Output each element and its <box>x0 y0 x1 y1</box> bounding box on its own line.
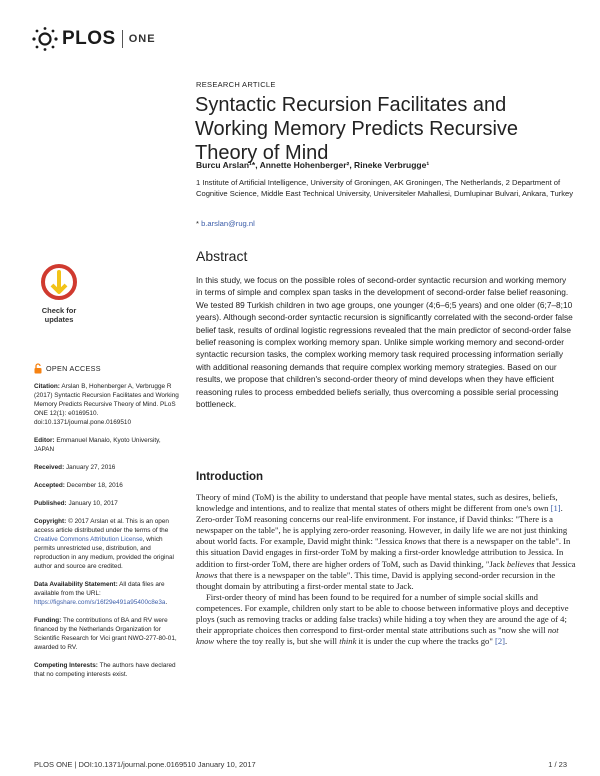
accepted-label: Accepted: <box>34 482 65 489</box>
competing-interests-label: Competing Interests: <box>34 662 98 669</box>
received-block <box>34 463 179 472</box>
journal-name: ONE <box>128 33 156 45</box>
intro-emphasis: knows <box>404 536 427 547</box>
intro-emphasis: knows <box>196 569 218 580</box>
intro-text: where the toy really is, but she will <box>214 636 340 647</box>
funding-block <box>34 616 179 652</box>
intro-emphasis: believes <box>506 558 535 569</box>
badge-line1: Check for <box>41 306 77 315</box>
check-for-updates-badge[interactable] <box>34 263 84 323</box>
open-access-label <box>34 363 179 374</box>
citation-block <box>34 382 179 427</box>
published-label: Published: <box>34 500 67 507</box>
abstract-heading: Abstract <box>196 248 248 264</box>
article-title: Syntactic Recursion Facilitates and Working Memory Predicts Recursive Theory of Mind <box>195 94 519 164</box>
figshare-link[interactable]: https://figshare.com/s/16f29e491a95400c8e3a <box>34 599 166 606</box>
author-list: Burcu Arslan¹*, Annette Hohenberger², Rineke Verbrugge¹ <box>196 160 430 170</box>
license-link[interactable]: Creative Commons Attribution License <box>34 536 143 543</box>
open-access-text: OPEN ACCESS <box>46 364 101 373</box>
data-availability-label: Data Availability Statement: <box>34 581 118 588</box>
editor-block <box>34 436 179 454</box>
citation-link-1[interactable]: [1] <box>550 503 561 514</box>
intro-paragraph-1 <box>196 492 576 592</box>
intro-emphasis: think <box>339 636 357 647</box>
citation-label: Citation: <box>34 383 60 390</box>
copyright-label: Copyright: <box>34 518 67 525</box>
accepted-date: December 18, 2016 <box>64 482 123 489</box>
funding-label: Funding: <box>34 617 62 624</box>
citation-link-2[interactable]: [2] <box>494 636 506 647</box>
editor-text: Emmanuel Manalo, Kyoto University, JAPAN <box>34 437 161 453</box>
competing-interests-text: The authors have declared that no competing interests exist. <box>34 662 176 678</box>
open-lock-icon <box>34 363 42 374</box>
intro-text: that Jessica <box>534 558 576 569</box>
data-availability-text: All data files are available from the URL: <box>34 581 165 597</box>
funding-text: The contributions of BA and RV were financed by the Netherlands Organization for Scientific Research for Vici grant NWO-277-80-01, awarded to RV. <box>34 617 177 651</box>
page-footer <box>34 760 567 769</box>
data-availability-end: . <box>165 599 168 606</box>
intro-emphasis: not know <box>196 625 559 647</box>
email-star: * <box>196 219 202 228</box>
copyright-text-b: , which permits unrestricted use, distribution, and reproduction in any medium, provided the original author and source are credited. <box>34 536 174 570</box>
plos-one-logo[interactable] <box>30 26 156 52</box>
copyright-block <box>34 517 179 571</box>
received-date: January 27, 2016 <box>64 464 116 471</box>
published-block <box>34 499 179 508</box>
abstract-text: In this study, we focus on the possible roles of second-order syntactic recursion and working memory in terms of simple and complex span tasks in the development of second-order false belief reasoning. We tested 89 Turkish children in two age groups, one younger (4;6–6;5 years) and one older (6;7–8;10 years). Although second-order syntactic recursion is significantly correlated with the second-order false belief task, results of ordinal logistic regressions revealed that the main predictor of second-order false belief reasoning is complex working memory span. Unlike simple working memory and second-order syntactic recursion tasks, the complex working memory task required processing information serially with additional reasoning demands that require complex working memory strategies. Based on our results, we propose that children's second-order theory of mind develops when they have efficient reasoning rules to process embedded beliefs serially, thus overcoming a possible serial processing bottleneck. <box>196 275 573 410</box>
check-updates-icon <box>40 263 78 301</box>
plos-logo-icon <box>30 26 60 52</box>
intro-text: Theory of mind (ToM) is the ability to understand that people have mental states, such as desires, beliefs, knowledge and intentions, and to realize that mental states of others might be different from one's own <box>196 492 558 514</box>
article-type: RESEARCH ARTICLE <box>196 80 276 89</box>
affiliations: 1 Institute of Artificial Intelligence, University of Groningen, AK Groningen, The Netherlands, 2 Department of Cognitive Science, Middle East Technical University, Universiteler Mahallesi, Dumlupinar Bulvari, Ankara, Turkey <box>196 178 574 198</box>
data-availability-block <box>34 580 179 607</box>
intro-text: it is under the cup where the tracks go" <box>356 636 495 647</box>
logo-divider <box>122 30 123 48</box>
competing-interests-block <box>34 661 179 679</box>
badge-line2: updates <box>44 315 74 324</box>
intro-text: that there is a newspaper on the table". In this situation David engages in first-order ToM by making a first-order knowledge attribution to Jessica. In addition to first-order ToM, there are higher orders of ToM, such as David thinking, "Jack <box>196 536 571 569</box>
intro-text: . Zero-order ToM reasoning concerns our real-life environment. For instance, if David thinks: "There is a newspaper on the table", he is applying zero-order reasoning. However, in daily life we are not just thinking about world facts. For example, David might think: "Jessica <box>196 503 568 547</box>
introduction-body <box>196 492 576 647</box>
copyright-text-a: © 2017 Arslan et al. This is an open access article distributed under the terms of the <box>34 518 169 534</box>
introduction-heading: Introduction <box>196 471 264 483</box>
corresponding-email[interactable] <box>196 219 255 228</box>
editor-label: Editor: <box>34 437 55 444</box>
citation-text: Arslan B, Hohenberger A, Verbrugge R (2017) Syntactic Recursion Facilitates and Working Memory Predicts Recursive Theory of Mind. PLoS ONE 12(1): e0169510. doi:10.1371/journal.pone.0169510 <box>34 383 179 426</box>
brand-name: PLOS <box>62 28 116 49</box>
intro-paragraph-2 <box>196 592 576 647</box>
footer-citation: PLOS ONE | DOI:10.1371/journal.pone.0169510 January 10, 2017 <box>34 760 256 769</box>
page-number: 1 / 23 <box>548 760 567 769</box>
email-link[interactable]: b.arslan@rug.nl <box>201 219 255 228</box>
intro-text: First-order theory of mind has been found to be required for a number of simple social skills and competences. For example, children only start to be able to choose between informative ploys and deceptive ploys (such as removing tracks or adding false tracks) while hiding a toy when they are around the age of 4; their appropriate choices then correspond to first-order mental state attributions such as "now she will <box>196 591 569 636</box>
article-info-sidebar <box>34 363 179 688</box>
accepted-block <box>34 481 179 490</box>
intro-text: . <box>505 636 508 647</box>
intro-text: that there is a newspaper on the table". This time, David is applying second-order recursion in the thought domain by attributing a first-order mental state to Jack. <box>196 569 556 591</box>
published-date: January 10, 2017 <box>66 500 118 507</box>
received-label: Received: <box>34 464 65 471</box>
